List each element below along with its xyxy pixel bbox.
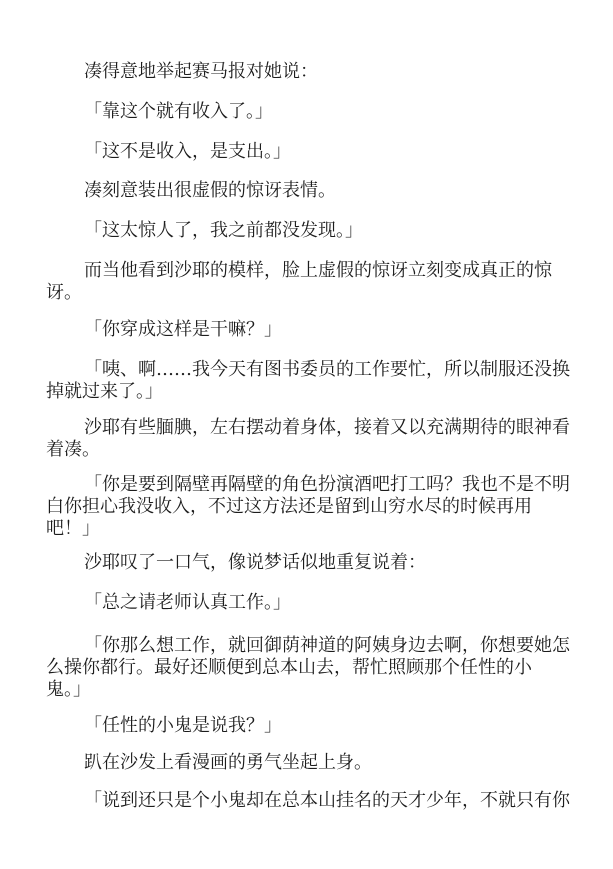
paragraph-first-line: 「说到还只是个小鬼却在总本山挂名的天才少年，不就只有你 bbox=[84, 790, 570, 811]
paragraph bbox=[46, 180, 550, 202]
paragraph-first-line: 「咦、啊……我今天有图书委员的工作要忙，所以制服还没换 bbox=[84, 359, 570, 380]
paragraph bbox=[46, 359, 570, 403]
paragraph-first-line: 沙耶叹了一口气，像说梦话似地重复说着： bbox=[84, 552, 426, 573]
paragraph bbox=[46, 592, 550, 614]
paragraph-first-line: 「你是要到隔壁再隔壁的角色扮演酒吧打工吗？我也不是不明 bbox=[84, 474, 570, 495]
paragraph bbox=[46, 752, 550, 774]
paragraph bbox=[46, 141, 550, 163]
paragraph-first-line: 趴在沙发上看漫画的勇气坐起上身。 bbox=[84, 752, 372, 773]
paragraph-first-line: 「你穿成这样是干嘛？」 bbox=[84, 319, 282, 340]
paragraph-first-line: 「这不是收入，是支出。」 bbox=[84, 141, 291, 162]
paragraph-continuation-line: 白你担心我没收入，不过这方法还是留到山穷水尽的时候再用 bbox=[46, 496, 532, 517]
paragraph-first-line: 凑得意地举起赛马报对她说： bbox=[84, 61, 318, 82]
paragraph-continuation-line: 鬼。」 bbox=[46, 679, 91, 700]
paragraph-first-line: 「靠这个就有收入了。」 bbox=[84, 101, 273, 122]
paragraph bbox=[46, 552, 550, 574]
paragraph-continuation-line: 吧！」 bbox=[46, 518, 100, 539]
paragraph-continuation-line: 着凑。 bbox=[46, 439, 100, 460]
paragraph-first-line: 而当他看到沙耶的模样，脸上虚假的惊讶立刻变成真正的惊 bbox=[84, 260, 552, 281]
paragraph-first-line: 「总之请老师认真工作。」 bbox=[84, 592, 291, 613]
paragraph-first-line: 「你那么想工作，就回御荫神道的阿姨身边去啊，你想要她怎 bbox=[84, 635, 570, 656]
paragraph bbox=[46, 319, 550, 341]
paragraph-continuation-line: 讶。 bbox=[46, 282, 82, 303]
paragraph-continuation-line: 么操你都行。最好还顺便到总本山去，帮忙照顾那个任性的小 bbox=[46, 657, 532, 678]
paragraph-continuation-line: 掉就过来了。」 bbox=[46, 381, 163, 402]
paragraph-first-line: 凑刻意装出很虚假的惊讶表情。 bbox=[84, 180, 336, 201]
paragraph-first-line: 「任性的小鬼是说我？」 bbox=[84, 715, 282, 736]
paragraph bbox=[46, 474, 570, 540]
paragraph bbox=[46, 61, 550, 83]
paragraph bbox=[46, 715, 550, 737]
paragraph bbox=[46, 417, 570, 461]
paragraph bbox=[46, 220, 550, 242]
paragraph bbox=[46, 790, 570, 812]
paragraph bbox=[46, 260, 550, 304]
paragraph bbox=[46, 101, 550, 123]
paragraph-first-line: 沙耶有些腼腆，左右摆动着身体，接着又以充满期待的眼神看 bbox=[84, 417, 570, 438]
paragraph-first-line: 「这太惊人了，我之前都没发现。」 bbox=[84, 220, 363, 241]
paragraph bbox=[46, 635, 570, 701]
